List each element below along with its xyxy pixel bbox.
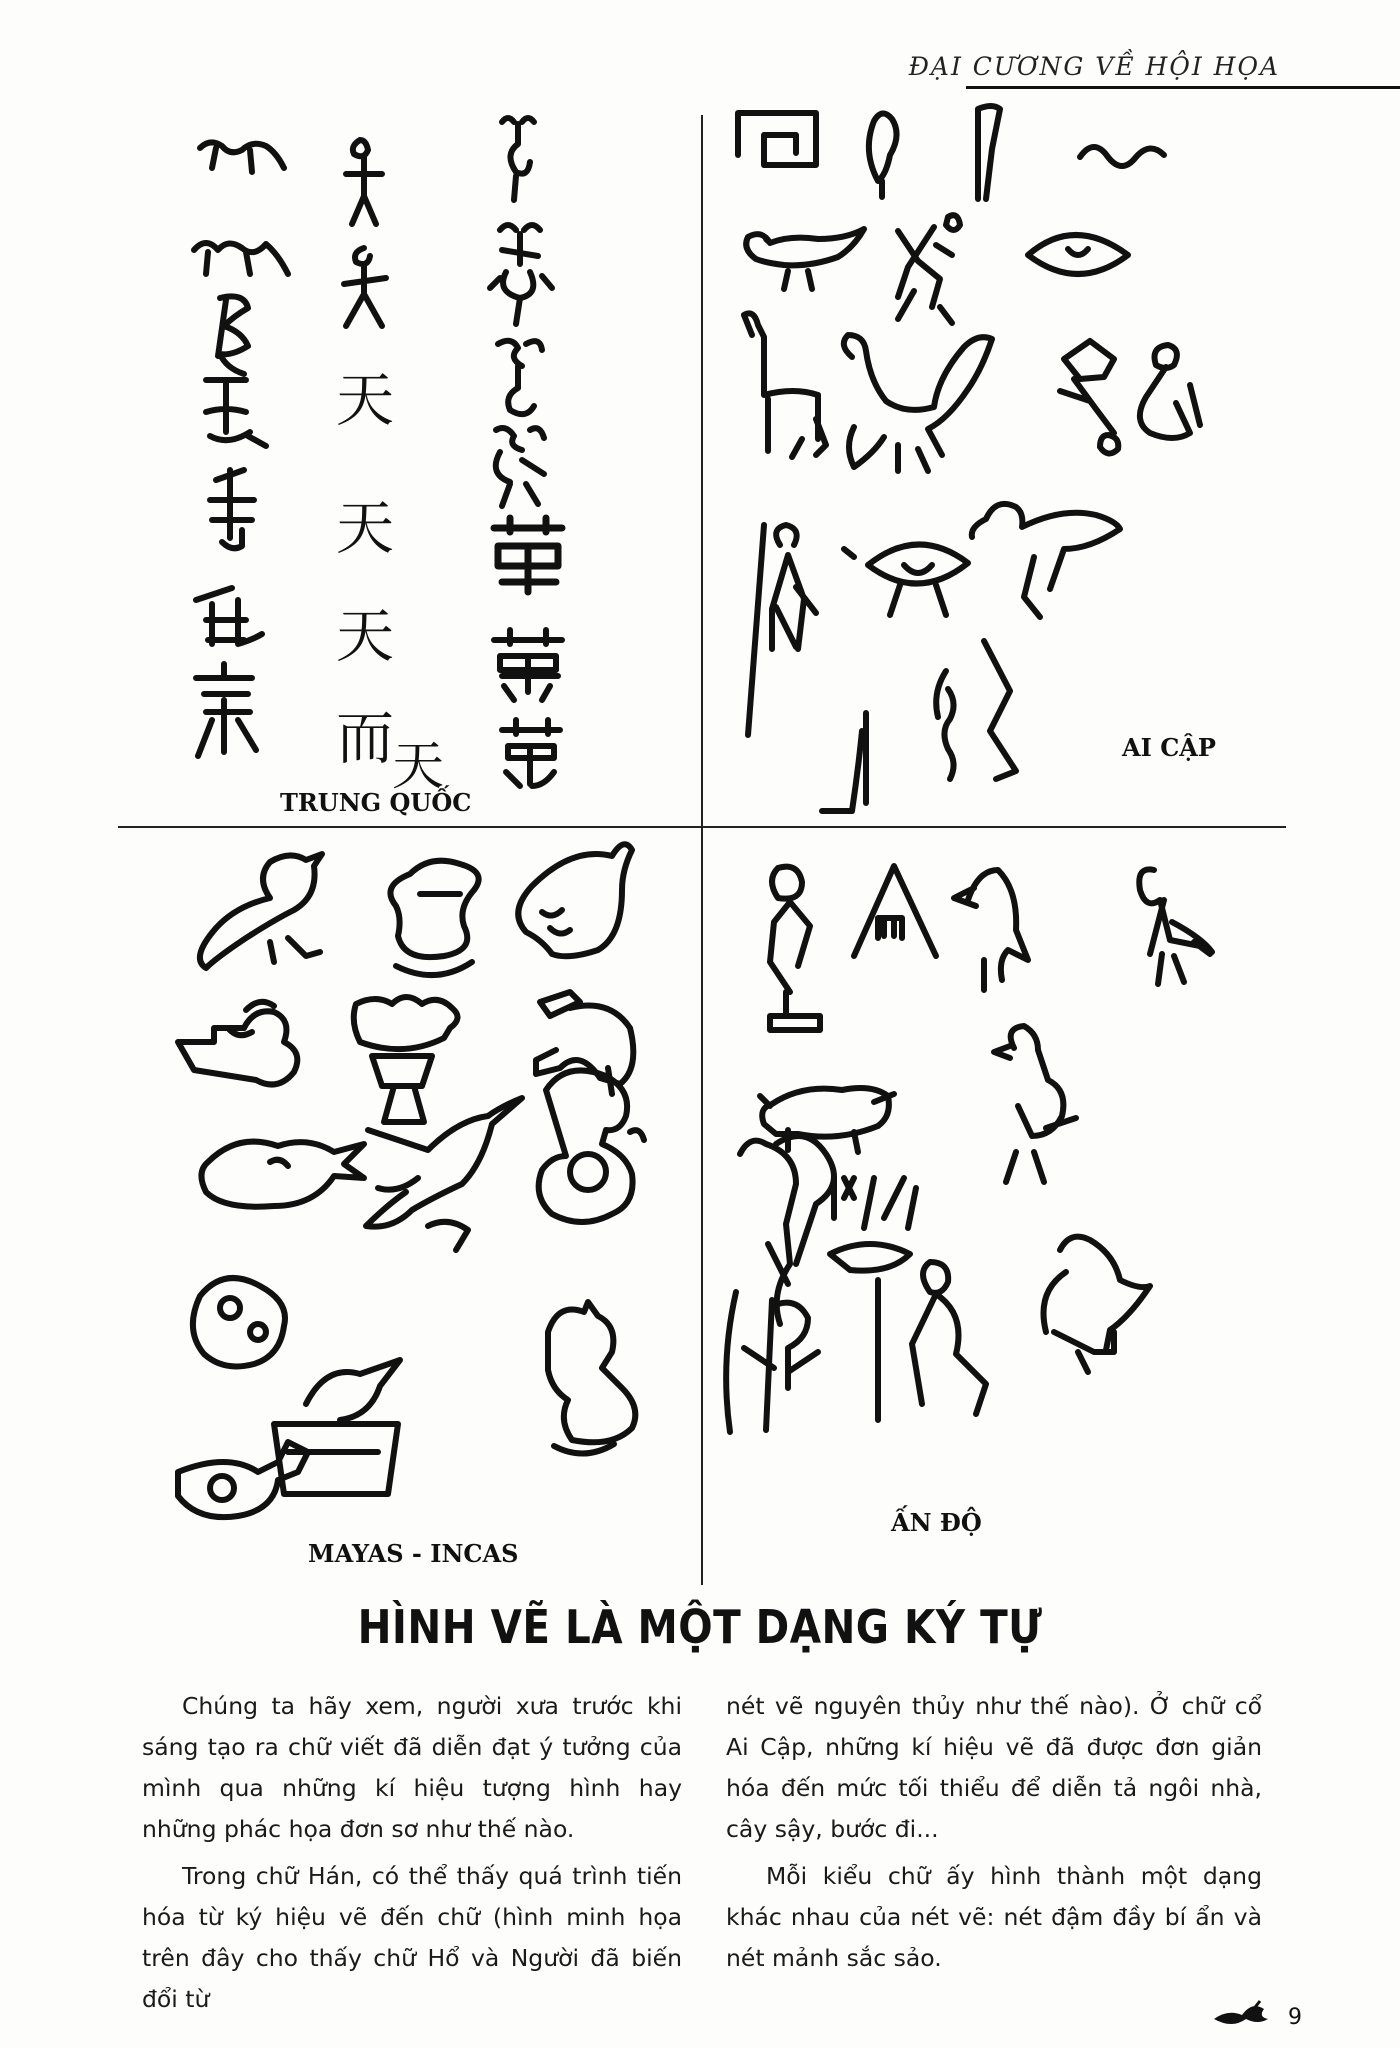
running-head: ĐẠI CƯƠNG VỀ HỘI HỌA — [908, 52, 1280, 81]
person-pictograph — [346, 140, 382, 224]
maya-inca-label: MAYAS - INCAS — [308, 1539, 519, 1568]
vertical-divider — [701, 115, 703, 1585]
maya-monkey-glyph — [539, 1070, 644, 1222]
heaven-glyph-5: 天 — [392, 737, 445, 797]
seated-man-hieroglyph — [1140, 345, 1200, 438]
tiger-pictograph-2 — [194, 243, 288, 274]
text-column-left — [142, 1686, 682, 2026]
tiger-pictograph — [200, 142, 284, 172]
heaven-glyph-3: 天 — [336, 602, 395, 670]
tiger-script-2 — [206, 380, 266, 446]
china-label: TRUNG QUỐC — [280, 788, 472, 817]
gazelle-hieroglyph — [744, 313, 826, 457]
reed-hieroglyph — [978, 106, 1000, 199]
maya-inca-quadrant — [150, 832, 700, 1572]
ten-thousand-glyph-3 — [502, 720, 560, 786]
inca-vessel-glyph — [390, 861, 478, 975]
scorpion-pictograph-3 — [498, 341, 542, 414]
standing-man-hieroglyph — [748, 525, 816, 735]
running-head-rule — [966, 86, 1400, 89]
tiger-script-3 — [210, 470, 254, 548]
india-stick-figure — [726, 1292, 818, 1432]
china-glyphs-illustration — [150, 100, 700, 820]
india-label: ẤN ĐỘ — [891, 1508, 982, 1537]
section-heading: HÌNH VẼ LÀ MỘT DẠNG KÝ TỰ — [357, 1600, 1043, 1654]
paragraph-left-1: Chúng ta hãy xem, người xưa trước khi sáng tạo ra chữ viết đã diễn đạt ý tưởng của mình qua những kí hiệu tượng hình hay những phác họa đơn sơ như thế nào. — [142, 1692, 682, 1843]
scorpion-pictograph-2 — [490, 225, 552, 324]
text-column-right — [726, 1686, 1262, 1985]
tiger-script-1 — [218, 296, 248, 374]
heaven-glyph-2: 天 — [336, 494, 395, 562]
tiger-script-4 — [196, 588, 262, 644]
maya-priest-glyph — [548, 1302, 635, 1454]
eye-of-horus-hieroglyph — [844, 544, 968, 615]
scorpion-pictograph-1 — [502, 118, 534, 200]
paragraph-right-2: Mỗi kiểu chữ ấy hình thành một dạng khác nhau của nét vẽ: nét đậm đầy bí ẩn và nét mảnh sắc sảo. — [726, 1862, 1262, 1972]
tiger-seal-script — [196, 664, 256, 756]
paragraph-left-2: Trong chữ Hán, có thể thấy quá trình tiến hóa từ ký hiệu vẽ đến chữ (hình minh họa trên đây cho thấy chữ Hổ và Người đã biến đổi từ — [142, 1862, 682, 2013]
egypt-label: AI CẬP — [1122, 733, 1216, 762]
goose-hieroglyph — [844, 335, 992, 471]
paragraph-right-1: nét vẽ nguyên thủy như thế nào). Ở chữ cổ Ai Cập, những kí hiệu vẽ đã được đơn giản hóa đến mức tối thiểu để diễn tả ngôi nhà, cây sậy, bước đi... — [726, 1692, 1262, 1843]
page-number: 9 — [1288, 2005, 1302, 2030]
india-dancer-pictograph — [740, 1136, 834, 1324]
snake-and-feather-hieroglyph — [936, 641, 1016, 779]
maya-face-glyph — [193, 1278, 285, 1366]
india-quadrant — [704, 832, 1304, 1572]
man-with-stick-hieroglyph — [898, 215, 960, 323]
maya-animal-head-glyph — [518, 844, 632, 956]
heaven-glyph-1: 天 — [336, 366, 395, 434]
maya-bird-glyph — [200, 854, 322, 968]
mace-hieroglyph — [1060, 341, 1118, 454]
maya-inca-glyphs-illustration — [150, 832, 700, 1572]
india-bird-pictograph — [954, 870, 1028, 990]
china-quadrant — [150, 100, 700, 820]
ten-thousand-glyph-1 — [494, 518, 562, 592]
heaven-glyph-4: 而 — [336, 704, 395, 772]
person-pictograph-2 — [344, 248, 386, 326]
india-human-figure — [770, 867, 820, 1030]
india-tree-pictograph — [830, 1178, 916, 1271]
bird-hieroglyph — [746, 229, 864, 289]
maya-scroll-glyph — [178, 1002, 297, 1085]
step-hieroglyph — [822, 713, 866, 811]
india-pictographs-illustration — [704, 832, 1304, 1572]
scorpion-pictograph-4 — [496, 428, 544, 506]
india-woodpecker-pictograph — [994, 1026, 1076, 1182]
india-walking-figure — [878, 1262, 986, 1420]
water-hieroglyph — [1080, 147, 1164, 166]
india-long-legged-figure — [1139, 869, 1212, 984]
maya-jaguar-glyph — [536, 992, 633, 1094]
india-bird-with-net — [1044, 1237, 1151, 1372]
eye-hieroglyph — [1028, 235, 1128, 274]
egypt-quadrant — [704, 95, 1304, 825]
maya-serpent-head-glyph — [201, 1142, 364, 1207]
reed-leaf-hieroglyph — [869, 113, 897, 197]
ten-thousand-glyph-2 — [494, 630, 562, 700]
heron-hieroglyph — [972, 504, 1120, 617]
maya-headdress-glyph — [354, 997, 458, 1122]
egypt-hieroglyphs-illustration — [704, 95, 1304, 825]
folio-ornament-icon — [1212, 1999, 1286, 2033]
house-hieroglyph — [738, 113, 816, 165]
horizontal-divider — [118, 826, 1286, 828]
india-hut-pictograph — [854, 866, 936, 956]
